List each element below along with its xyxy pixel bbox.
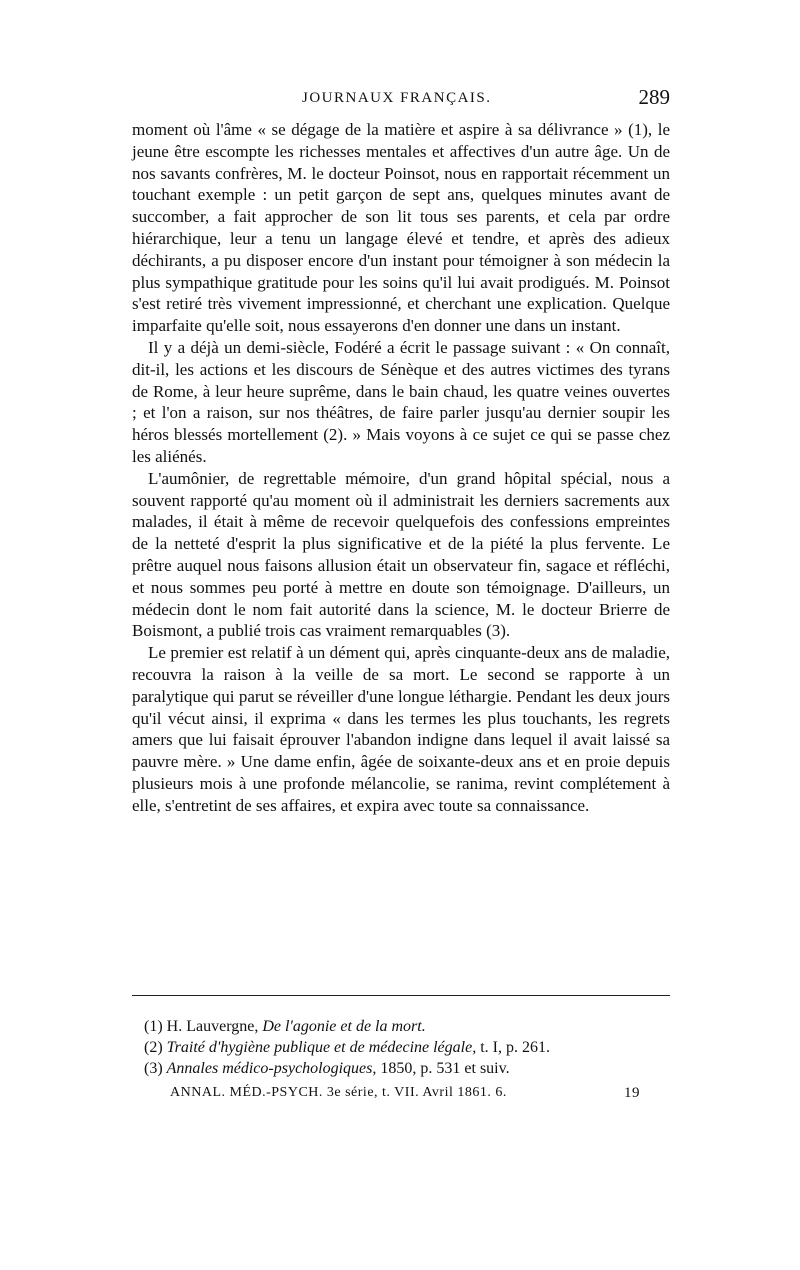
paragraph-1: moment où l'âme « se dégage de la matière et aspire à sa délivrance » (1), le jeune être escompte les richesses mentales et affectives d'un autre âge. Un de nos savants confrères, M. le docteur Poinsot, nous en rapportait récemment un touchant exemple : un petit garçon de sept ans, quelques minutes avant de succomber, a fait approcher de son lit tous ses parents, et cela par ordre hiérarchique, leur a tenu un langage élevé et tendre, et après des adieux déchirants, a pu disposer encore d'un instant pour témoigner à son médecin la plus sympathique gratitude pour les soins qu'il lui avait prodigués. M. Poinsot s'est retiré très vivement impressionné, et cherchant une explication. Quelque imparfaite qu'elle soit, nous essayerons d'en donner une dans un instant.	[132, 120, 670, 336]
footnote-2	[144, 1037, 664, 1058]
footnote-3	[144, 1058, 664, 1079]
footnotes	[144, 1016, 664, 1079]
footnote-title: Traité d'hygiène publique et de médecine légale,	[166, 1039, 477, 1056]
page-number: 289	[638, 85, 670, 109]
footnote-number: (2)	[144, 1039, 163, 1056]
footnote-reference: t. I, p. 261.	[476, 1039, 550, 1056]
footnote-author: H. Lauvergne,	[166, 1018, 259, 1035]
signature-text: ANNAL. MÉD.-PSYCH. 3e série, t. VII. Avril 1861. 6.	[170, 1085, 507, 1100]
footnote-number: (3)	[144, 1060, 163, 1077]
body-text	[132, 119, 670, 817]
paragraph-3: L'aumônier, de regrettable mémoire, d'un grand hôpital spécial, nous a souvent rapporté qu'au moment où il administrait les derniers sacrements aux malades, il était à même de recevoir quelquefois des confessions empreintes de la netteté d'esprit la plus significative et de la piété la plus fervente. Le prêtre auquel nous faisons allusion était un observateur fin, sagace et réfléchi, et nous sommes peu porté à mettre en doute son témoignage. D'ailleurs, un médecin dont le nom fait autorité dans la science, M. le docteur Brierre de Boismont, a publié trois cas vraiment remarquables (3).	[132, 468, 670, 641]
paragraph-2: Il y a déjà un demi-siècle, Fodéré a écrit le passage suivant : « On connaît, dit-il, les actions et les discours de Sénèque et des autres victimes des tyrans de Rome, à leur heure suprême, dans le bain chaud, les quatre veines ouvertes ; et l'on a raison, sur nos théâtres, de faire parler jusqu'au dernier soupir les héros blessés mortellement (2). » Mais voyons à ce sujet ce qui se passe chez les aliénés.	[132, 337, 670, 466]
footnote-number: (1)	[144, 1018, 163, 1035]
paragraph-4: Le premier est relatif à un dément qui, après cinquante-deux ans de maladie, recouvra la raison à la veille de sa mort. Le second se rapporte à un paralytique qui parut se réveiller d'une longue léthargie. Pendant les deux jours qu'il vécut ainsi, il exprima « dans les termes les plus touchants, les regrets amers que lui faisait éprouver l'abandon indigne dans lequel il avait laissé sa pauvre mère. » Une dame enfin, âgée de soixante-deux ans et en proie depuis plusieurs mois à une profonde mélancolie, se ranima, revint complétement à elle, s'entretint de ses affaires, et expira avec toute sa connaissance.	[132, 643, 670, 815]
sheet-number: 19	[624, 1085, 640, 1101]
running-title: JOURNAUX FRANÇAIS.	[302, 90, 492, 106]
footnote-separator	[132, 995, 670, 996]
printer-signature	[170, 1085, 640, 1101]
footnote-title: De l'agonie et de la mort.	[262, 1018, 426, 1035]
footnote-title: Annales médico-psychologiques,	[166, 1060, 377, 1077]
running-head	[132, 85, 670, 114]
footnote-1	[144, 1016, 664, 1037]
footnote-reference: 1850, p. 531 et suiv.	[376, 1060, 510, 1077]
